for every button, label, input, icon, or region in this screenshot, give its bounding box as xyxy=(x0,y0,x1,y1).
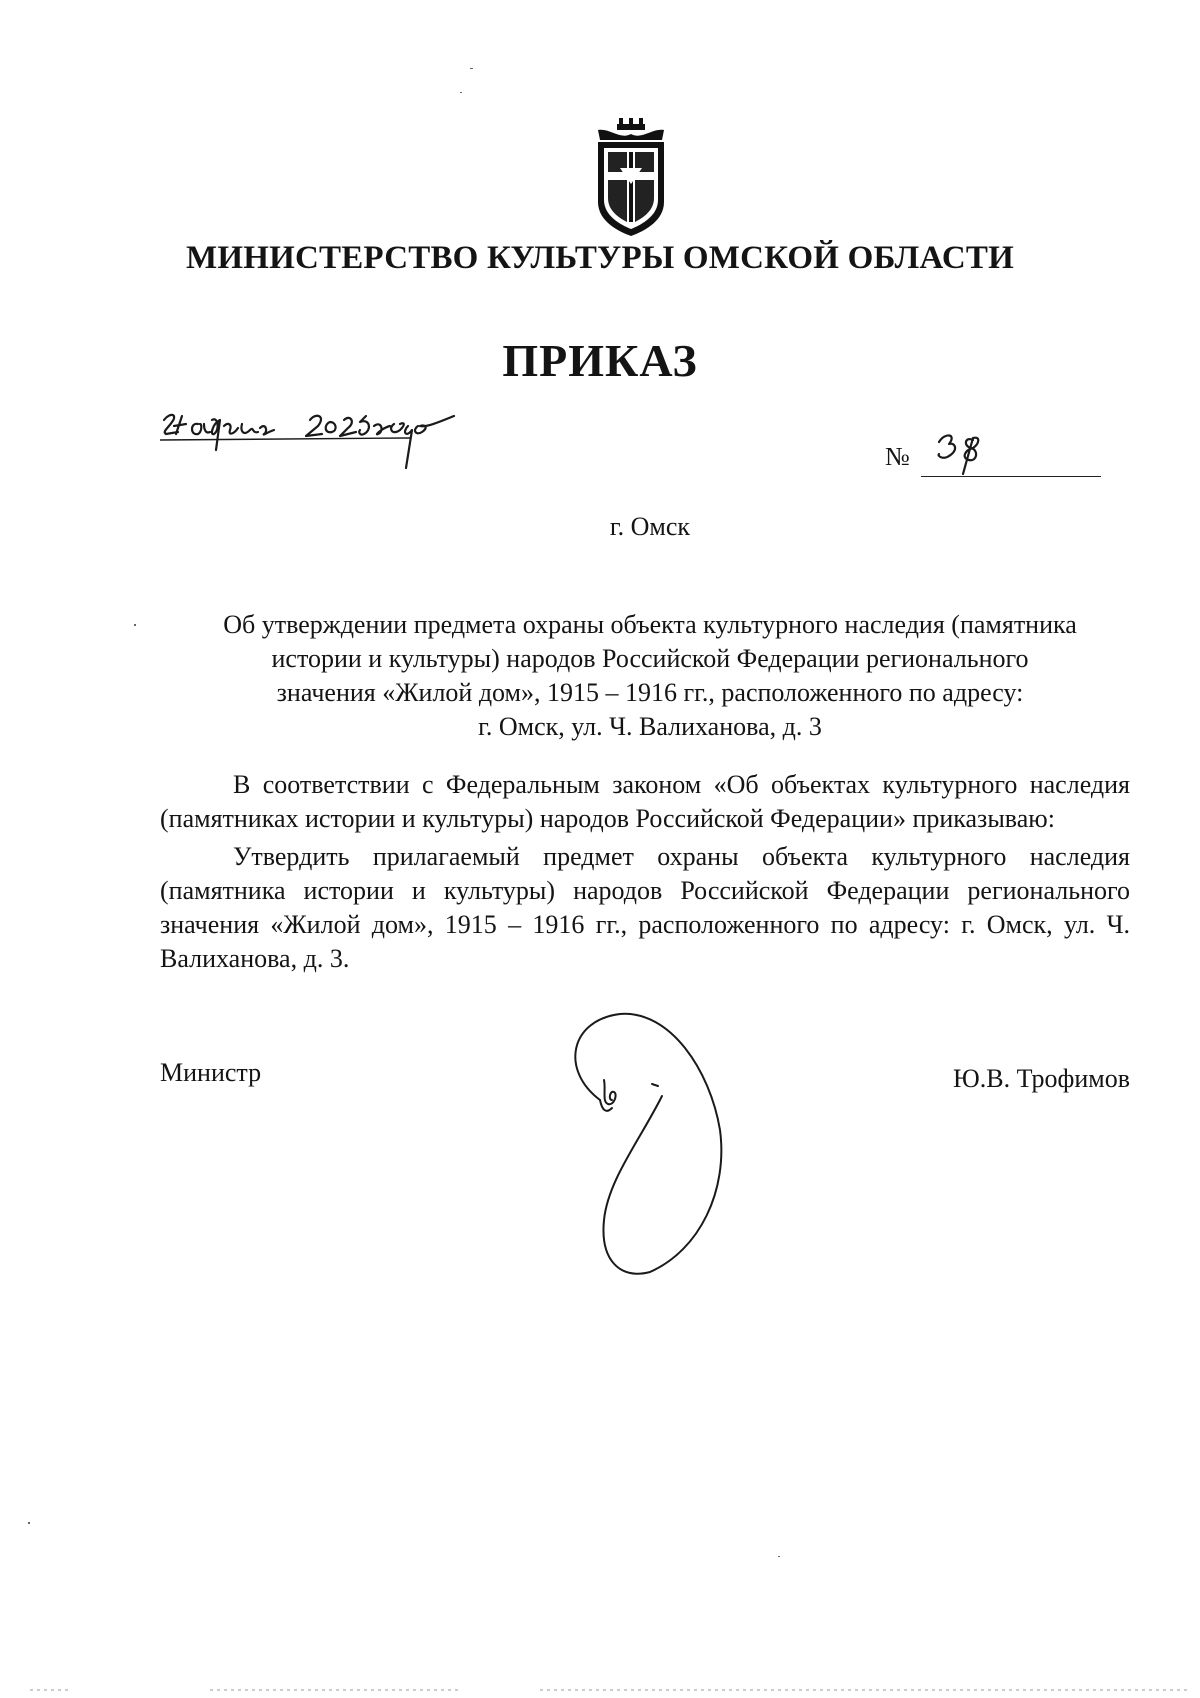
handwritten-date xyxy=(160,410,600,510)
body-paragraph: Утвердить прилагаемый предмет охраны объекта культурного наследия (памятника истории и культуры) народов Российской Федерации регионального значения «Жилой дом», 1915 – 1916 гг., расположенного по адресу: г. Омск, ул. Ч. Валиханова, д. 3. xyxy=(160,842,1130,973)
number-underline xyxy=(921,476,1101,477)
title-line: Об утверждении предмета охраны объекта культурного наследия (памятника xyxy=(223,610,1077,639)
order-number xyxy=(885,438,1105,482)
city: г. Омск xyxy=(609,512,691,541)
body-paragraph: В соответствии с Федеральным законом «Об объектах культурного наследия (памятниках истории и культуры) народов Российской Федерации» приказываю: xyxy=(160,770,1130,833)
document-type: ПРИКАЗ xyxy=(502,335,698,386)
title-line: истории и культуры) народов Российской Федерации регионального xyxy=(271,644,1029,673)
handwritten-number xyxy=(925,422,1015,476)
signatory-name: Ю.В. Трофимов xyxy=(953,1064,1130,1093)
signatory-title: Министр xyxy=(160,1058,262,1087)
order-title xyxy=(160,608,1140,744)
ministry-name: МИНИСТЕРСТВО КУЛЬТУРЫ ОМСКОЙ ОБЛАСТИ xyxy=(186,240,1014,276)
coat-of-arms-icon xyxy=(590,118,672,236)
order-body xyxy=(160,768,1130,976)
handwritten-signature xyxy=(560,1010,730,1280)
number-sign: № xyxy=(885,442,910,471)
title-line: значения «Жилой дом», 1915 – 1916 гг., расположенного по адресу: xyxy=(276,678,1024,707)
title-line: г. Омск, ул. Ч. Валиханова, д. 3 xyxy=(478,712,822,741)
